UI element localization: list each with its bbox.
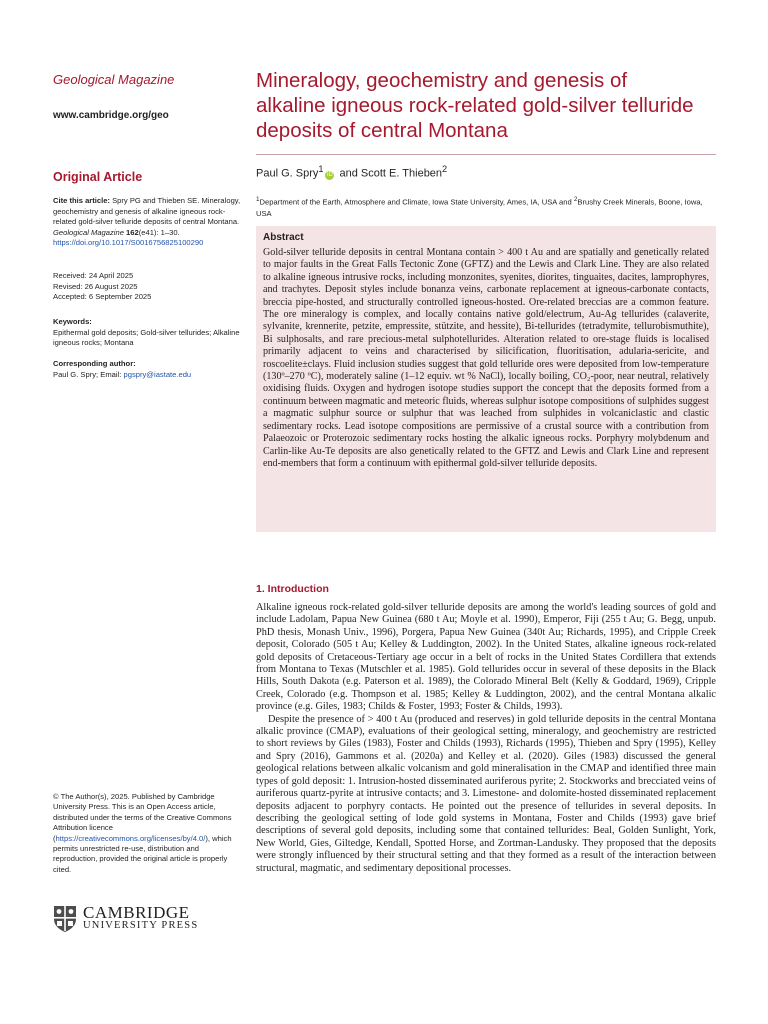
article-type: Original Article — [53, 170, 143, 184]
cambridge-shield-icon — [53, 905, 77, 933]
affil-2-marker: 2 — [573, 196, 578, 203]
affiliations — [256, 194, 716, 219]
citation-pages: (e41): 1–30. — [138, 227, 180, 237]
author-line — [256, 164, 447, 180]
abstract-heading: Abstract — [263, 232, 304, 243]
corresponding-email-link[interactable]: pgspry@iastate.edu — [123, 369, 192, 379]
author-1[interactable]: Paul G. Spry — [256, 167, 319, 180]
publisher-line1: CAMBRIDGE — [83, 903, 190, 922]
citation-label: Cite this article: — [53, 196, 110, 205]
introduction-body — [256, 602, 716, 875]
citation-volume: 162 — [126, 227, 139, 237]
author-2[interactable]: Scott E. Thieben — [360, 167, 443, 180]
journal-url[interactable]: www.cambridge.org/geo — [53, 110, 169, 121]
author-conjunction: and — [336, 167, 361, 180]
cambridge-logo[interactable] — [53, 905, 198, 933]
affil-2: Brushy Creek Minerals, Boone, Iowa, USA — [256, 197, 703, 218]
citation-text: Spry PG and Thieben SE. Mineralogy, geochemistry and genesis of alkaline igneous rock-related gold-silver telluride deposits of central Montana. — [53, 196, 241, 226]
abstract-text: Gold-silver telluride deposits in central Montana contain > 400 t Au and are spatially and genetically related to major faults in the Great Falls Tectonic Zone (GFTZ) and the Lewis and Clark Line. They are also related to alkaline igneous intrusive rocks, including monzonites, syenites, diorites, tinguaites, dacites, lamprophyres, and trachytes. Deposit styles include bonanza veins, carbonate replacement at igneous-carbonate contacts, breccia pipe-hosted, and structurally controlled igneous-hosted. Ore-related breccias are a common feature. The ore mineralogy is complex, and locally contains native gold/electrum, Au-Ag tellurides (calaverite, sylvanite, krennerite, petzite, empressite, stützite, and hessite), Bi-tellurides (tetradymite, tellurobismuthite), Bi sulphosalts, and rare precious-metal sulphotellurides. Alteration related to ore-stage fluids is localised primarily adjacent to veins and characterised by silicification, fluoritisation, adularia-sericite, and roscoelite±clays. Fluid inclusion studies suggest that gold telluride ores were deposited from low-temperature (130º–270 ºC), moderately saline (1–12 equiv. wt % NaCl), locally boiling, CO₂-poor, near neutral, relatively oxidising fluids. Oxygen and hydrogen isotope studies support the concept that the deposits formed from a continuum between magmatic and meteoric fluids, whereas sulphur isotope compositions of sulphides suggest a magmatic sulphur source or sulphur that was leached from sulphides in volcaniclastic and clastic sedimentary rocks. Lead isotope compositions are permissive of a crustal source with a contribution from Palaeozoic or Proterozoic sedimentary rocks hosting the alkalic igneous rocks. Porphyry molybdenum and Carlin-like Au-Te deposits are also genetically related to the GFTZ and Lewis and Clark Line and represent end-members that form a continuum with epithermal gold-silver telluride deposits. — [263, 247, 709, 469]
intro-paragraph-1: Alkaline igneous rock-related gold-silver telluride deposits are among the world's leading sources of gold and include Ladolam, Papua New Guinea (680 t Au; Moyle et al. 1990), Emperor, Fiji (255 t Au; G. Begg, unpub. PhD thesis, Monash Univ., 1996), Porgera, Papua New Guinea (340t Au; Richards, 1995), and Cripple Creek deposit, Colorado (505 t Au; Kelley & Luddington, 2002). In the United States, alkaline igneous rock-related gold deposits of Cretaceous-Tertiary age occur in a belt of rocks in the United States Cordillera that extends from Montana to Texas (Mutschler et al. 1985). Gold tellurides occur in several of these deposits in the Black Hills, South Dakota (e.g. Paterson et al. 1989), the Colorado Mineral Belt (Kelly & Goddard, 1969), Cripple Creek, Colorado (e.g. Thompson et al. 1985; Kelley & Luddington, 2002), and the central Montana alkalic province (e.g. Giles, 1983; Childs & Foster, 1993; Foster & Childs, 1993). — [256, 602, 716, 713]
orcid-icon[interactable]: iD — [327, 171, 333, 178]
journal-name[interactable]: Geological Magazine — [53, 72, 175, 87]
citation-block — [53, 196, 241, 249]
license-text-pre: © The Author(s), 2025. Published by Cambridge University Press. This is an Open Access article, distributed under the terms of the Creative Commons Attribution licence ( — [53, 792, 232, 843]
abstract-box — [256, 226, 716, 532]
corresponding-name: Paul G. Spry; Email: — [53, 369, 122, 379]
license-link[interactable]: https://creativecommons.org/licenses/by/4.0/ — [55, 833, 206, 843]
date-received: Received: 24 April 2025 — [53, 271, 134, 280]
article-dates — [53, 271, 151, 303]
title-divider — [256, 154, 716, 155]
citation-journal: Geological Magazine — [53, 227, 124, 237]
license-notice — [53, 792, 241, 875]
keywords-label: Keywords: — [53, 317, 92, 326]
keywords-text: Epithermal gold deposits; Gold-silver tellurides; Alkaline igneous rocks; Montana — [53, 327, 240, 347]
affil-1-marker: 1 — [256, 196, 260, 203]
keywords-block — [53, 317, 241, 349]
affil-1: Department of the Earth, Atmosphere and Climate, Iowa State University, Ames, IA, USA and — [259, 197, 574, 207]
date-accepted: Accepted: 6 September 2025 — [53, 292, 152, 301]
intro-paragraph-2: Despite the presence of > 400 t Au (produced and reserves) in gold telluride deposits in the central Montana alkalic province (CMAP), evaluations of their geological setting, mineralogy, and geochemistry are restricted to short reviews by Giles (1983), Foster and Childs (1993), Richards (1995), Thieben and Spry (1995), Kelley and Spry (2016), Gammons et al. (2020a) and Kelley et al. (2020). Giles (1983) discussed the general geological relations between alkalic volcanism and gold mineralisation in the CMAP and identified three main types of gold deposit: 1. Intrusion-hosted disseminated auriferous pyrite; 2. Stockworks and brecciated veins of auriferous quartz-pyrite at intrusive contacts; and 3. Limestone- and dolomite-hosted disseminated replacement deposits adjacent to porphyry contacts. He pointed out the presence of tellurides in several deposits. In describing the geological setting of lode gold systems in Montana, Foster and Childs (1993) gave brief descriptions of several gold deposits, including some that contained tellurides: Beal, Golden Sunlight, York, New World, Gies, Giltedge, Kendall, Spotted Horse, and Zortman-Landusky. They proposed that the deposits were strongly influenced by their structural setting and that they formed as a result of the interaction between structural, magmatic, and sedimentary depositional processes. — [256, 713, 716, 874]
date-revised: Revised: 26 August 2025 — [53, 281, 138, 291]
publisher-line2: UNIVERSITY PRESS — [83, 920, 199, 931]
section-heading-introduction: 1. Introduction — [256, 583, 329, 595]
corresponding-author-block — [53, 359, 241, 380]
citation-doi-link[interactable]: https://doi.org/10.1017/S0016756825100290 — [53, 238, 204, 247]
article-title: Mineralogy, geochemistry and genesis of alkaline igneous rock-related gold-silver telluride deposits of central Montana — [256, 69, 694, 142]
author-2-affil: 2 — [442, 164, 448, 174]
author-1-affil: 1 — [318, 164, 324, 174]
license-text-post: ), which permits unrestricted re-use, distribution and reproduction, provided the original article is properly cited. — [53, 833, 232, 874]
corresponding-label: Corresponding author: — [53, 359, 136, 368]
